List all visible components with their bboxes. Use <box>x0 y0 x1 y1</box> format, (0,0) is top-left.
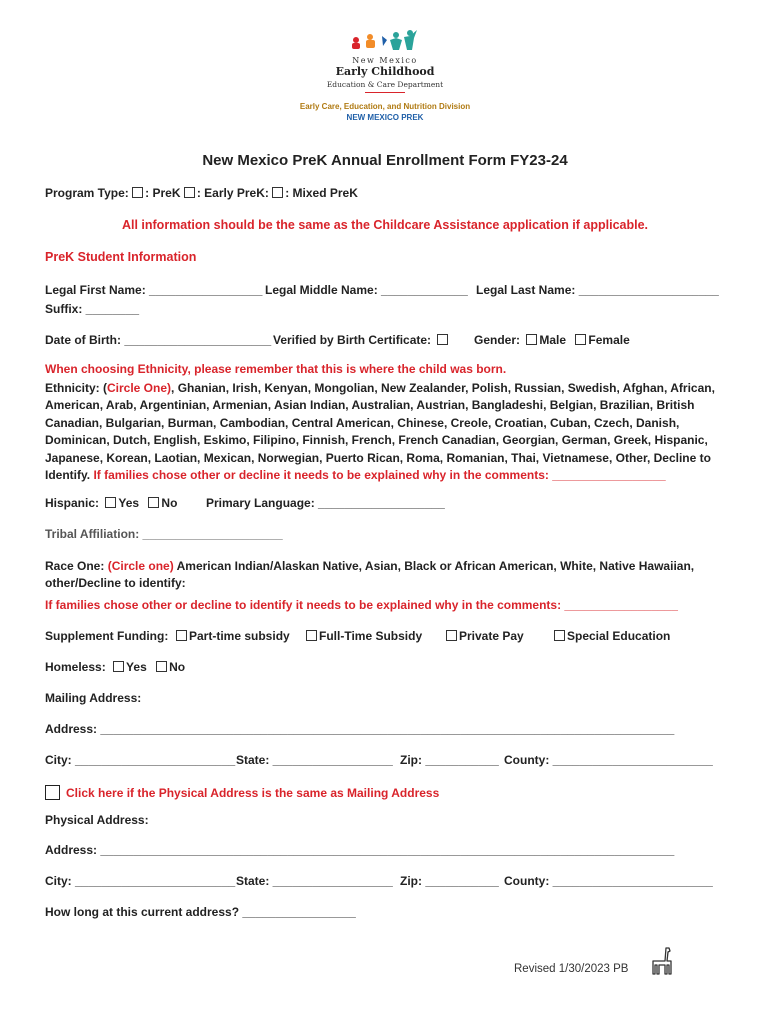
ethnicity-paragraph <box>45 380 725 484</box>
same-address-row <box>45 784 439 802</box>
full-time-label: Full-Time Subsidy <box>319 629 423 643</box>
hispanic-no-checkbox[interactable] <box>148 497 159 508</box>
homeless-no-checkbox[interactable] <box>156 661 167 672</box>
hispanic-label: Hispanic: <box>45 496 100 510</box>
male-label: Male <box>539 333 567 347</box>
mailing-state-field[interactable]: State: __________________ <box>236 753 393 767</box>
homeless-yes-label: Yes <box>126 660 147 674</box>
race-list: American Indian/Alaskan Native, Asian, Black or African American, White, Native Hawaiian, other/Decline to identify: <box>45 559 695 591</box>
ethnicity-explain[interactable]: If families chose other or decline it needs to be explained why in the comments: _________________ <box>90 468 666 483</box>
special-ed-checkbox[interactable] <box>554 630 565 641</box>
division-name: Early Care, Education, and Nutrition Division <box>299 102 471 111</box>
mixed-prek-label: : Mixed PreK <box>285 186 358 200</box>
hispanic-yes-checkbox[interactable] <box>105 497 116 508</box>
early-prek-label: : Early PreK: <box>196 186 269 200</box>
mailing-zip-field[interactable]: Zip: ___________ <box>400 753 499 767</box>
notice-text: All information should be the same as the Childcare Assistance application if applicable. <box>121 218 649 232</box>
physical-address-field[interactable]: Address: ______________________________________________________________________________________ <box>45 843 675 857</box>
ethnicity-label: Ethnicity: ( <box>45 381 107 395</box>
private-pay-checkbox[interactable] <box>446 630 457 641</box>
logo-department: Education & Care Department <box>326 80 444 89</box>
gender-label: Gender: <box>474 333 521 347</box>
verified-checkbox[interactable] <box>437 334 448 345</box>
mailing-county-field[interactable]: County: ________________________ <box>504 753 713 767</box>
revised-date: Revised 1/30/2023 PB <box>514 963 629 975</box>
tribal-affiliation-field[interactable]: Tribal Affiliation: _____________________ <box>45 527 283 541</box>
physical-zip-field[interactable]: Zip: ___________ <box>400 874 499 888</box>
form-title: New Mexico PreK Annual Enrollment Form FY23-24 <box>202 152 568 169</box>
date-of-birth-field[interactable]: Date of Birth: ______________________ <box>45 333 272 347</box>
mailing-address-title: Mailing Address: <box>45 691 142 705</box>
ethnicity-circle-one: Circle One) <box>107 381 172 395</box>
full-time-checkbox[interactable] <box>306 630 317 641</box>
verified-label: Verified by Birth Certificate: <box>273 333 432 347</box>
gender-row <box>474 333 630 347</box>
female-label: Female <box>588 333 630 347</box>
verified-birth-cert <box>273 333 450 347</box>
mailing-city-field[interactable]: City: ________________________ <box>45 753 236 767</box>
part-time-checkbox[interactable] <box>176 630 187 641</box>
ethnicity-note: When choosing Ethnicity, please remember that this is where the child was born. <box>45 362 507 376</box>
same-address-checkbox[interactable] <box>45 785 60 800</box>
ececd-logo <box>290 28 480 123</box>
logo-figures-icon <box>348 28 422 54</box>
female-checkbox[interactable] <box>575 334 586 345</box>
funding-private-pay <box>446 629 524 643</box>
legal-middle-name[interactable]: Legal Middle Name: _____________ <box>265 283 468 297</box>
hispanic-yes-label: Yes <box>118 496 140 510</box>
suffix-field[interactable]: Suffix: ________ <box>45 302 140 316</box>
mailing-address-field[interactable]: Address: ______________________________________________________________________________________ <box>45 722 675 736</box>
physical-state-field[interactable]: State: __________________ <box>236 874 393 888</box>
hispanic-no-label: No <box>161 496 178 510</box>
prek-checkbox[interactable] <box>132 187 143 198</box>
logo-new-mexico: New Mexico <box>352 56 418 65</box>
prek-label: : PreK <box>145 186 181 200</box>
mixed-prek-checkbox[interactable] <box>272 187 283 198</box>
funding-full-time <box>306 629 422 643</box>
funding-part-time <box>176 629 290 643</box>
race-paragraph <box>45 558 725 593</box>
section-title: PreK Student Information <box>45 250 197 264</box>
hispanic-row <box>45 496 177 510</box>
early-prek-checkbox[interactable] <box>184 187 195 198</box>
legal-first-name[interactable]: Legal First Name: _________________ <box>45 283 263 297</box>
physical-address-title: Physical Address: <box>45 813 149 827</box>
ethnicity-list: , Ghanian, Irish, Kenyan, Mongolian, New Zealander, Polish, Russian, Swedish, Afghan, African, American, Arab, Argentinian, Armenian, Asian Indian, Australian, Austrian, Bangladeshi, Belgian, Brazilian, British Canadian, Bulgarian, Burman, Cambodian, Central American, Chinese, Creole, Croatian, Cuban, Czech, Danish, Dominican, Dutch, English, Eskimo, Filipino, Finnish, French, French Canadian, Georgian, German, Greek, Hispanic, Japanese, Korean, Laotian, Mexican, Norwegian, Puerto Rican, Roma, Romanian, Thai, Vietnamese, Other, Decline to Identify. <box>45 381 715 483</box>
primary-language-field[interactable]: Primary Language: ___________________ <box>206 496 445 510</box>
funding-special-ed <box>554 629 670 643</box>
special-ed-label: Special Education <box>567 629 671 643</box>
how-long-field[interactable]: How long at this current address? _________________ <box>45 905 356 919</box>
homeless-yes-checkbox[interactable] <box>113 661 124 672</box>
race-explain[interactable]: If families chose other or decline to identify it needs to be explained why in the comments: _________________ <box>45 598 678 612</box>
physical-city-field[interactable]: City: ________________________ <box>45 874 236 888</box>
program-type-label: Program Type: <box>45 186 129 200</box>
same-address-label[interactable]: Click here if the Physical Address is the same as Mailing Address <box>66 786 440 800</box>
legal-last-name[interactable]: Legal Last Name: _____________________ <box>476 283 719 297</box>
homeless-no-label: No <box>169 660 186 674</box>
part-time-label: Part-time subsidy <box>189 629 290 643</box>
race-label: Race One: <box>45 559 108 573</box>
logo-divider <box>365 92 405 93</box>
homeless-label: Homeless: <box>45 660 106 674</box>
funding-label: Supplement Funding: <box>45 629 169 643</box>
physical-county-field[interactable]: County: ________________________ <box>504 874 713 888</box>
homeless-row <box>45 660 185 674</box>
logo-early-childhood: Early Childhood <box>335 65 435 78</box>
program-type-row <box>45 186 358 200</box>
private-pay-label: Private Pay <box>459 629 524 643</box>
giraffe-icon <box>650 946 676 976</box>
race-circle-one: (Circle one) <box>107 559 174 573</box>
program-name: NEW MEXICO PREK <box>346 113 424 122</box>
male-checkbox[interactable] <box>526 334 537 345</box>
